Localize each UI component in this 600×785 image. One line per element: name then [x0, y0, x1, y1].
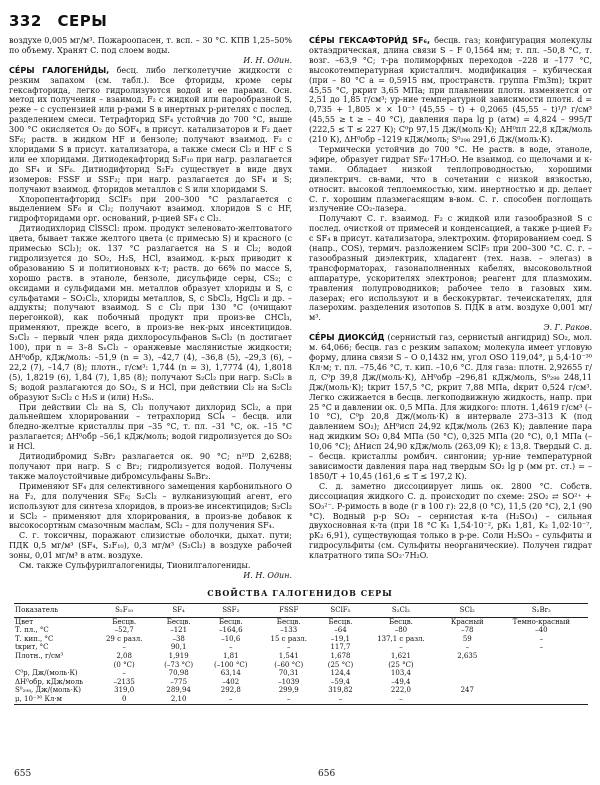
table-cell: [440, 669, 495, 678]
table-cell: (0 °С): [113, 660, 135, 669]
table-header-cell: S₂Br₂: [495, 604, 588, 618]
table-cell: Бесцв.: [166, 617, 191, 626]
table-cell: 299,9: [278, 686, 299, 695]
table-row: [14, 635, 588, 644]
table-cell: (–73 °С): [164, 660, 194, 669]
table-cell: 1,678: [330, 651, 351, 660]
table-cell: 63,14: [220, 669, 241, 678]
page-number-bottom-left: 655: [14, 769, 32, 779]
table-cell: 70,31: [278, 669, 299, 678]
paragraph: Термически устойчив до 700 °С. Не раств. в воде, этаноле, эфире, образует гидрат SF₆·17H₂O. Не взаимод. со щелочами и к-тами. Обладает низкой теплопроводностью, хорошими диэлектрич. св-вами, что в сочетании с низкой вязкостью, относит. высокой теплоемкостью, хим. инертностью и др. делает С. г. хорошим плазмегасящим в-вом. С. г. способен поглощать излучение CO₂-лазера.: [309, 144, 592, 214]
table-cell: 15 с разл.: [270, 634, 307, 643]
table-cell: –80: [394, 626, 408, 635]
table-cell: 137,1 с разл.: [377, 634, 425, 643]
table-cell: (25 °С): [388, 660, 414, 669]
table-cell: 117,7: [330, 643, 351, 652]
table-cell: (–60 °С): [274, 660, 304, 669]
paragraph: Дитиодихлорид ClSSCl: пром. продукт зеленовато-желтоватого цвета, бывает также желтого цвета (с примесью S) и красного (с примесью SCl₂); ок. 137 °С разлагается на S и Cl₂; водой гидролизуется до SO₂, H₂S, HCl, взаимод. к-рых приводит к образованию S и политионовых к-т; раств. до 66% по массе S, хорошо раств. в этаноле, бензоле, дисульфиде серы, CS₂; с оксидами и сульфидами мн. металлов образует хлориды и S, с сульфатами – SO₂Cl₂, хлориды металлов, S, с SbCl₃, HgCl₂ и др. – аддукты; получают взаимод. S с Cl₂ при 130 °С (очищают перегонкой), как побочный продукт при произ-ве CHCl₃, применяют, прежде всего, в произ-ве нек-рых инсектицидов. S₂Cl₂ – первый член ряда дихлоросульфанов SₙCl₂ (n достигает 100), при n = 3–8 SₙCl₂ – оранжевые маслянистые жидкости; ΔH⁰обр, кДж/моль: –51,9 (n = 3), –42,7 (4), –36,8 (5), –29,3 (6), –22,2 (7), –14,7 (8); плотн., г/см³: 1,744 (n = 3), 1,7774 (4), 1,8018 (5), 1,8219 (6), 1,84 (7), 1,85 (8); получают S₂Cl₂ при нагр. S₂Cl₂ в S; водой разлагаются до SO₂, S и HCl, при действии Cl₂ на S₂Cl₂ образуют S₂Cl₂ с H₂S и (или) H₂Sₙ.: [9, 224, 292, 402]
article-sulfur-dioxide: [309, 333, 592, 482]
article-sulfur-hexafluoride: [309, 36, 592, 145]
table-header-cell: S₂F₁₀: [94, 604, 154, 618]
table-cell: Красный: [450, 617, 484, 626]
table-cell: Бесцв.: [218, 617, 243, 626]
table-cell: (–100 °С): [214, 660, 248, 669]
table-cell: –: [286, 643, 291, 652]
table-header-cell: Показатель: [14, 604, 94, 618]
table-cell: 70,98: [168, 669, 189, 678]
table-cell: –164,6: [218, 626, 243, 635]
table-cell: –19,1: [330, 634, 350, 643]
table-cell: Т. кип., °С: [15, 634, 54, 643]
table-cell: –52,7: [114, 626, 134, 635]
table-cell: –: [465, 643, 470, 652]
table-row: [14, 643, 588, 652]
table-cell: Бесцв.: [389, 617, 413, 626]
article-heading: СЕ́РЫ ГЕКСАФТОРИ́Д SF₆,: [309, 36, 431, 45]
table-cell: 2,08: [116, 651, 132, 660]
article-text: бесц. либо легколетучие жидкости с резким запахом (см. табл.). Все фториды, кроме серы гексафторида, легко гидролизуются водой и ее парами. Осн. метод их получения – взаимод. F₂ с жидкой или парообразной S, реже – с суспензией или р-рами S в инертных р-рителях с послед. разделением смеси. Тетрафторид SF₄ устойчив до 700 °С, выше 300 °С окисляется O₂ до SOF₄, в присут. катализаторов и F₂ дает SF₆; раств. в жидком HF и бензоле; получают взаимод. F₂ с хлоридами S в присут. катализатора, а также смеси Cl₂ и HF с S или ее хлоридами. Дитиодекафторид S₂F₁₀ при нагр. разлагается до SF₄ и SF₆. Дитиодифторид S₂F₂ существует в виде двух изомеров: FSSF и SSF₂; при нагр. разлагается до SF₄ и S; получают взаимод. фторидов металлов с S или хлоридами S.: [9, 65, 292, 194]
table-cell: –: [122, 643, 126, 652]
page-number: 332: [9, 12, 42, 30]
table-cell: –775: [170, 677, 188, 686]
author-signature: И. Н. Один.: [243, 55, 292, 65]
table-cell: –: [229, 643, 233, 652]
table-cell: –: [259, 695, 319, 704]
table-header-cell: FSSF: [259, 604, 319, 618]
table-cell: Темно-красный: [512, 617, 571, 626]
table-cell: ΔH⁰обр, кДж/моль: [15, 677, 84, 686]
table-row: [14, 686, 588, 695]
table-cell: 90,1: [170, 643, 187, 652]
table-cell: (25 °С): [327, 660, 354, 669]
article-text: бесцв. газ; конфигурация молекулы октаэдрическая, длина связи S – F 0,1564 нм; т. пл. –50,8 °С, т. возг. –63,9 °С; т-ра полиморфных переходов –228 и –177 °С, высокотемпературная кристаллич. модификация – кубическая (при – 80 °С a = 0,5915 нм, пространств. группа Fm3m); tкрит 45,55 °С, pкрит 3,65 МПа; при плавлении плотн. изменяется от 2,51 до 1,85 г/см³; ур-ние температурной зависимости плотн. d = 0,735 + 1,805 × × 10⁻³ (45,55 – t) + 0,2065 (45,55 – t)¹/³ г/см³ (45,55 ≥ t ≥ – 40 °С), давления пара lg p (атм) = 4,824 – 995/T (222,5 ≤ T ≤ 227 К); C⁰p 97,15 Дж/(моль·К); ΔH⁰пл 22,8 кДж/моль (210 К), ΔH⁰обр –1219 кДж/моль; S⁰₂₉₈ 291,6 Дж/(моль·К).: [309, 36, 593, 145]
table-cell: 222,0: [390, 686, 411, 695]
left-column: [9, 36, 292, 581]
table-header-cell: SSF₂: [203, 604, 259, 618]
table-cell: 1,541: [278, 651, 299, 660]
table-row: [14, 695, 588, 704]
paragraph: Дитиодибромид S₂Br₂ разлагается ок. 90 °С; n²⁰D 2,6288; получают при нагр. S с Br₂; гидролизуется водой. Получены также малоустойчивые дибромсульфаны SₙBr₂.: [9, 452, 292, 481]
paragraph: Получают С. г. взаимод. F₂ с жидкой или газообразной S с послед. очисткой от примесей и конденсацией, а также р-цией F₂ с SF₄ в присут. катализатора, электрохим. фторированием соед. S (напр., COS), термич. разложением SClF₅ при 200–300 °С. С. г. – газообразный диэлектрик, хладагент (тех. назв. – элегаз) в трансформаторах, газонаполненных кабелях, высоковольтной аппаратуре, ускорителях электронов; реагент для плазмохим. травления полупроводников; рабочее тело в газовых хим. лазерах; его используют и в бескокурвтаг. течеискателях, для лазерохим. разделения изотопов S. ПДК в атм. воздухе 0,001 мг/м³.: [309, 214, 592, 323]
table-cell: 319,0: [114, 686, 135, 695]
properties-table: [14, 603, 588, 705]
table-cell: –38: [172, 634, 185, 643]
table-cell: μ, 10⁻³⁰ Кл·м: [14, 695, 94, 704]
table-cell: [495, 652, 588, 661]
table-cell: Бесцв.: [112, 617, 137, 626]
table-cell: 247: [460, 686, 474, 695]
table-row: [14, 669, 588, 678]
table-cell: S⁰₂₉₈, Дж/(моль·К): [15, 686, 81, 695]
table-cell: Бесцв.: [276, 617, 301, 626]
article-text: (сернистый газ, сернистый ангидрид) SO₂, мол. м. 64,066; бесцв. газ с резким запахом; молекула имеет угловую форму, длина связи S – O 0,1432 нм, угол OSO 119,04°, μ 5,4·10⁻³⁰ Кл·м; т. пл. –75,46 °С, т. кип. –10,6 °С. Для газа: плотн. 2,92655 г/л, C⁰p 39,8 Дж/(моль·К), ΔH⁰обр –296,81 кДж/моль, S⁰₂₉₈ 248,11 Дж/(моль·К); tкрит 157,5 °С, pкрит 7,88 МПа, dкрит 0,524 г/см³. Легко сжижается в бесцв. легкоподвижную жидкость, напр. при 25 °С и давлении ок. 0,5 МПа. Для жидкого: плотн. 1,4619 г/см³ (–10 °С), C⁰p 20,8 Дж/(моль·К) в интервале 273–313 К (под давлением SO₂); ΔH⁰исп 24,92 кДж/моль (263 К); давление пара над жидким SO₂ 0,84 МПа (50 °С), 0,325 МПа (20 °С), 0,1 МПа (–10,06 °С); ΔHисп 24,90 кДж/моль (263,09 К); ε 13,8. Твердый С. д. – бесцв. кристаллы ромбич. сингонии; ур-ние температурной зависимости давления пара над твердым SO₂ lg p (мм рт. ст.) = –1850/T + 10,45 (161,6 ≤ T ≤ 197,2 К).: [309, 333, 592, 481]
table-cell: [495, 678, 588, 687]
table-cell: –1039: [278, 677, 300, 686]
paragraph: Применяют SF₄ для селективного замещения карбонильного O на F₂, для получения SF₆; S₂Cl₂ – вулканизующий агент, его используют для синтеза хлоридов, в произ-ве инсектицидов; S₂Cl₂ и SCl₂ – применяют для хлорирования, в произ-ве добавок к высокосортным смазочным маслам, SCl₂ – для получения SF₄.: [9, 481, 292, 531]
table-cell: 2,635: [457, 651, 478, 660]
table-cell: 1,81: [222, 651, 239, 660]
table-cell: 2,10: [154, 695, 203, 704]
table-cell: –133: [280, 626, 298, 635]
table-cell: [495, 686, 588, 695]
table-row: [14, 626, 588, 635]
page-number-bottom-center: 656: [318, 769, 336, 779]
table-cell: 29 с разл.: [105, 634, 143, 643]
table-cell: 103,4: [390, 669, 411, 678]
running-title: СЕРЫ: [57, 12, 108, 30]
table-cell: –10,6: [221, 634, 241, 643]
table-cell: [440, 661, 495, 670]
table-header-cell: SClF₅: [319, 604, 362, 618]
table-cell: [495, 695, 588, 704]
paragraph: С. г. токсичны, поражают слизистые оболочки, дыхат. пути; ПДК 0,5 мг/м³ (SF₄, S₂F₁₀), 0,3 мг/м³ (S₂Cl₂) в воздухе рабочей зоны, 0,01 мг/м³ в атм. воздухе.: [9, 531, 292, 561]
paragraph: Хлоропентафторид SClF₅ при 200–300 °С разлагается с выделением SF₆ и Cl₂; получают взаимод. хлоридов S с HF, гидрофторидами орг. оснований, р-цией SF₄ с Cl₂.: [9, 194, 292, 224]
right-column: [309, 36, 592, 561]
article-heading: СЕ́РЫ ДИОКСИ́Д: [309, 333, 385, 343]
table-cell: –2135: [113, 677, 135, 686]
table-cell: Плотн., г/см³: [15, 651, 64, 660]
table-cell: [495, 669, 588, 678]
table-cell: –: [362, 695, 440, 704]
paragraph: При действии Cl₂ на S, Cl₂ получают дихлорид SCl₂, а при дальнейшем хлорировании – тетрахлорид SCl₄ – бесцв. или бледно-желтые кристаллы при –35 °С, т. пл. –31 °С, ок. –15 °С разлагается; ΔH⁰обр –56,1 кДж/моль; водой гидролизуется до SO₂ и HCl.: [9, 402, 292, 452]
author-signature: Э. Г. Раков.: [543, 323, 592, 333]
table-cell: –: [319, 695, 362, 704]
table-cell: –49,4: [391, 677, 411, 686]
table-cell: Бесцв.: [328, 617, 353, 626]
table-cell: –402: [222, 677, 240, 686]
table-header-cell: S₂Cl₂: [362, 604, 440, 618]
table-cell: 59: [462, 634, 472, 643]
table-cell: –78: [461, 626, 474, 635]
paragraph: воздухе 0,005 мг/м³. Пожароопасен, т. всп. – 30 °С. КПВ 1,25–50% по объему. Хранят С. под слоем воды.: [9, 36, 292, 55]
article-sulfur-halides: [9, 66, 292, 195]
see-also: См. также Сульфурилгалогениды, Тионилгалогениды.: [19, 561, 251, 571]
table-cell: –: [539, 643, 544, 652]
table-cell: –121: [170, 626, 188, 635]
table-cell: [440, 678, 495, 687]
page-header: [9, 12, 117, 30]
table-header-cell: SF₄: [154, 604, 203, 618]
table-cell: 1,919: [168, 651, 189, 660]
table-cell: 292,8: [220, 686, 241, 695]
table-cell: –59,4: [330, 677, 350, 686]
article-heading: СЕ́РЫ ГАЛОГЕНИ́ДЫ,: [9, 65, 110, 75]
table-row: [14, 652, 588, 661]
table-row: [14, 678, 588, 687]
table-cell: 289,94: [166, 686, 191, 695]
author-signature: И. Н. Один.: [243, 570, 292, 580]
table-cell: Цвет: [15, 617, 34, 626]
table-title: СВОЙСТВА ГАЛОГЕНИДОВ СЕРЫ: [207, 588, 393, 598]
table-cell: 319,82: [328, 686, 353, 695]
table-cell: 124,4: [330, 669, 351, 678]
table-header-row: [14, 604, 588, 618]
table-row: [14, 661, 588, 670]
paragraph: С. д. заметно диссоциирует лишь ок. 2800 °С. Собств. диссоциация жидкого С. д. происходит по схеме: 2SO₂ ⇄ SO²⁺ + SO₃²⁻. Р-римость в воде (г в 100 г): 22,8 (0 °С), 11,5 (20 °С), 2,1 (90 °С). Водный р-р SO₂ – сернистая к-та (H₂SO₃) – сильная двухосновная к-та (при 18 °С K₁ 1,54·10⁻², pK₁ 1,81, K₂ 1,02·10⁻⁷, pK₂ 6,91), существующая только в р-ре. Соли H₂SO₃ – сульфиты и гидросульфиты (см. Сульфиты неорганические). Получен гидрат клатратного типа SO₂·7H₂O.: [309, 481, 592, 561]
table-cell: [14, 661, 94, 670]
table-cell: [440, 695, 495, 704]
table-cell: 0: [94, 695, 154, 704]
table-cell: –: [122, 669, 126, 678]
table-cell: tкрит, °С: [15, 643, 49, 652]
table-cell: –: [203, 695, 259, 704]
table-cell: –64: [334, 626, 347, 635]
table-row: [14, 617, 588, 626]
table-cell: C⁰p, Дж/(моль·К): [15, 669, 78, 678]
table-cell: –40: [535, 626, 548, 635]
table-cell: Т. пл., °С: [15, 626, 49, 635]
table-cell: –: [539, 634, 544, 643]
table-header-cell: SCl₂: [440, 604, 495, 618]
table-cell: [495, 661, 588, 670]
table-cell: –: [399, 643, 403, 652]
table-cell: 1,621: [390, 651, 411, 660]
